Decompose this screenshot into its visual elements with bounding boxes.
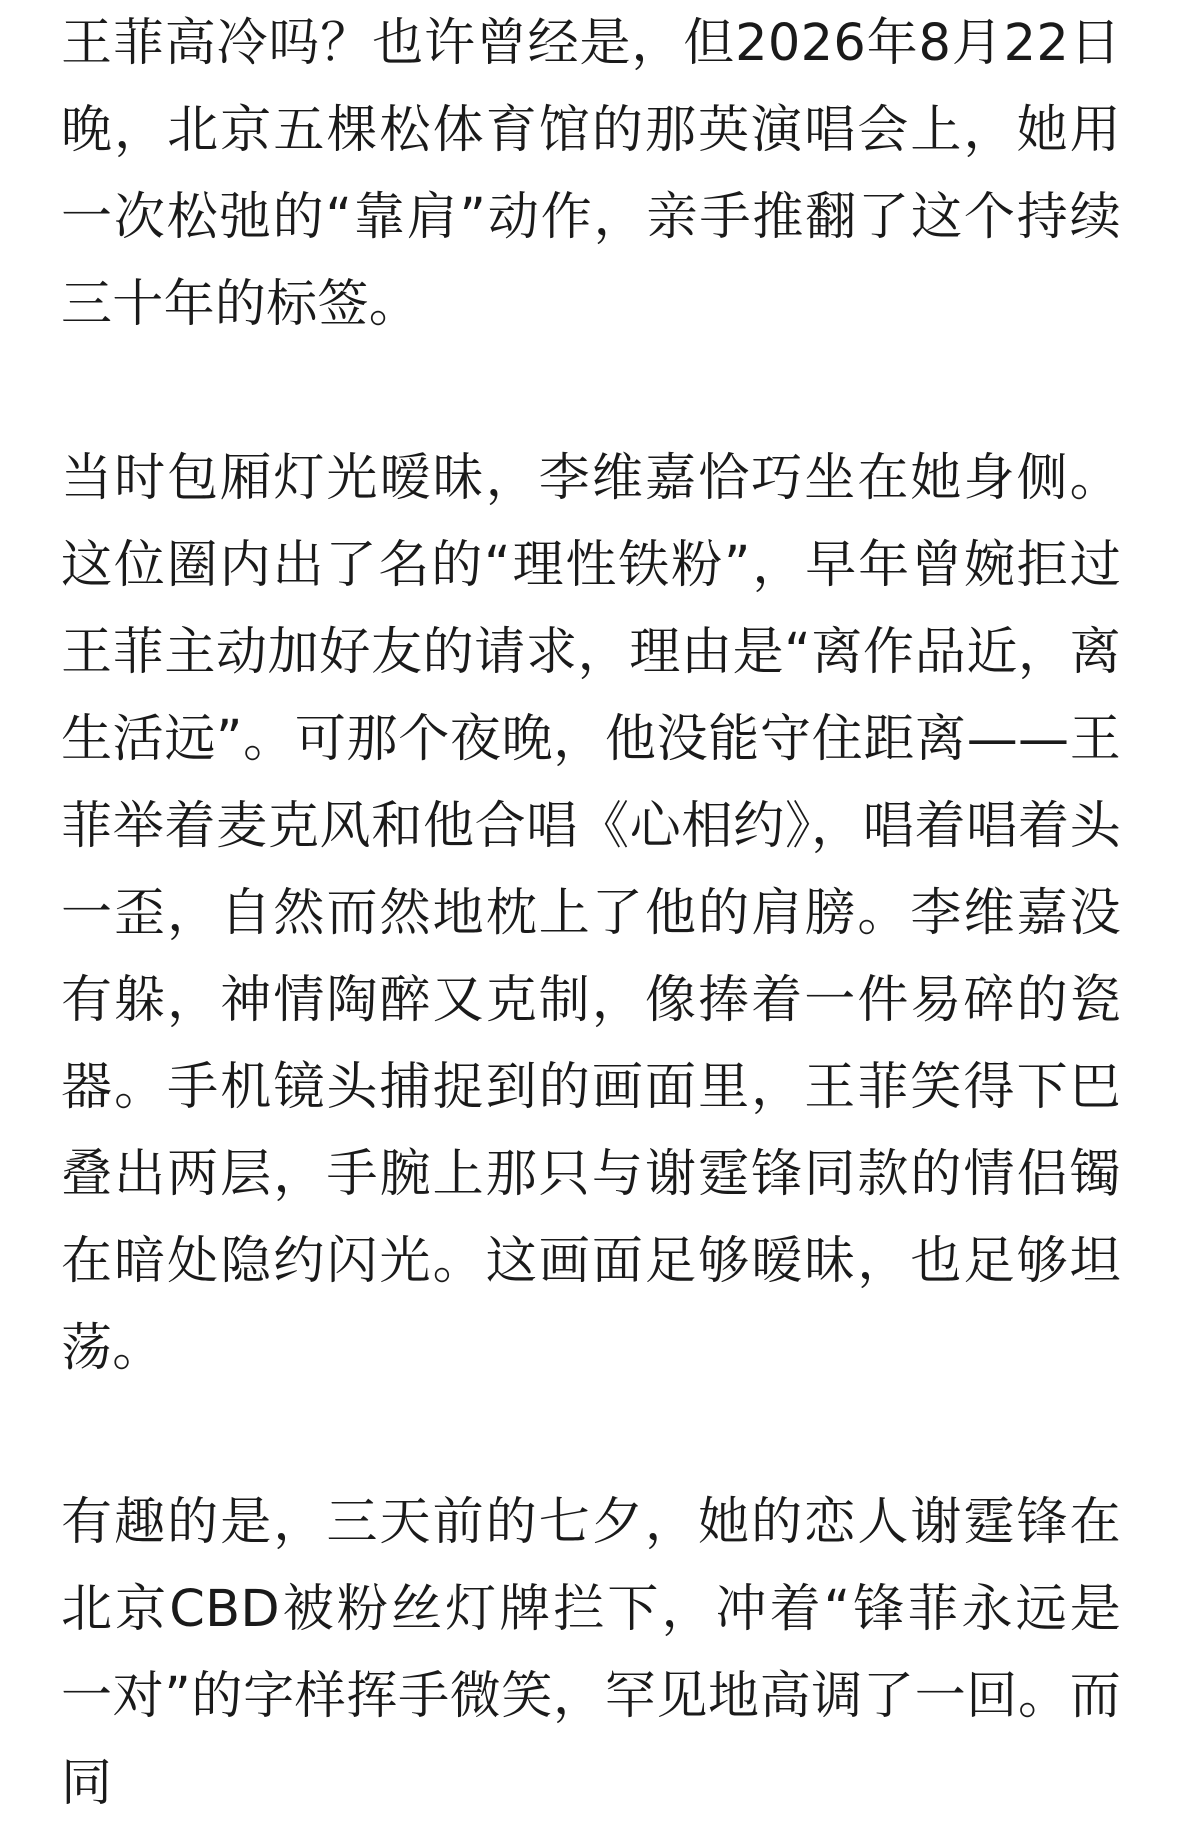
article-body: [61, 0, 1121, 1827]
paragraph-qixi: 有趣的是，三天前的七夕，她的恋人谢霆锋在北京CBD被粉丝灯牌拦下，冲着“锋菲永远是一对”的字样挥手微笑，罕见地高调了一回。而同: [61, 1493, 1121, 1813]
paragraph-intro: 王菲高冷吗？也许曾经是，但2026年8月22日晚，北京五棵松体育馆的那英演唱会上，她用一次松弛的“靠肩”动作，亲手推翻了这个持续三十年的标签。: [61, 14, 1121, 334]
paragraph-concert-scene: 当时包厢灯光暧昧，李维嘉恰巧坐在她身侧。这位圈内出了名的“理性铁粉”，早年曾婉拒过王菲主动加好友的请求，理由是“离作品近，离生活远”。可那个夜晚，他没能守住距离——王菲举着麦克风和他合唱《心相约》，唱着唱着头一歪，自然而然地枕上了他的肩膀。李维嘉没有躲，神情陶醉又克制，像捧着一件易碎的瓷器。手机镜头捕捉到的画面里，王菲笑得下巴叠出两层，手腕上那只与谢霆锋同款的情侣镯在暗处隐约闪光。这画面足够暧昧，也足够坦荡。: [61, 449, 1121, 1378]
